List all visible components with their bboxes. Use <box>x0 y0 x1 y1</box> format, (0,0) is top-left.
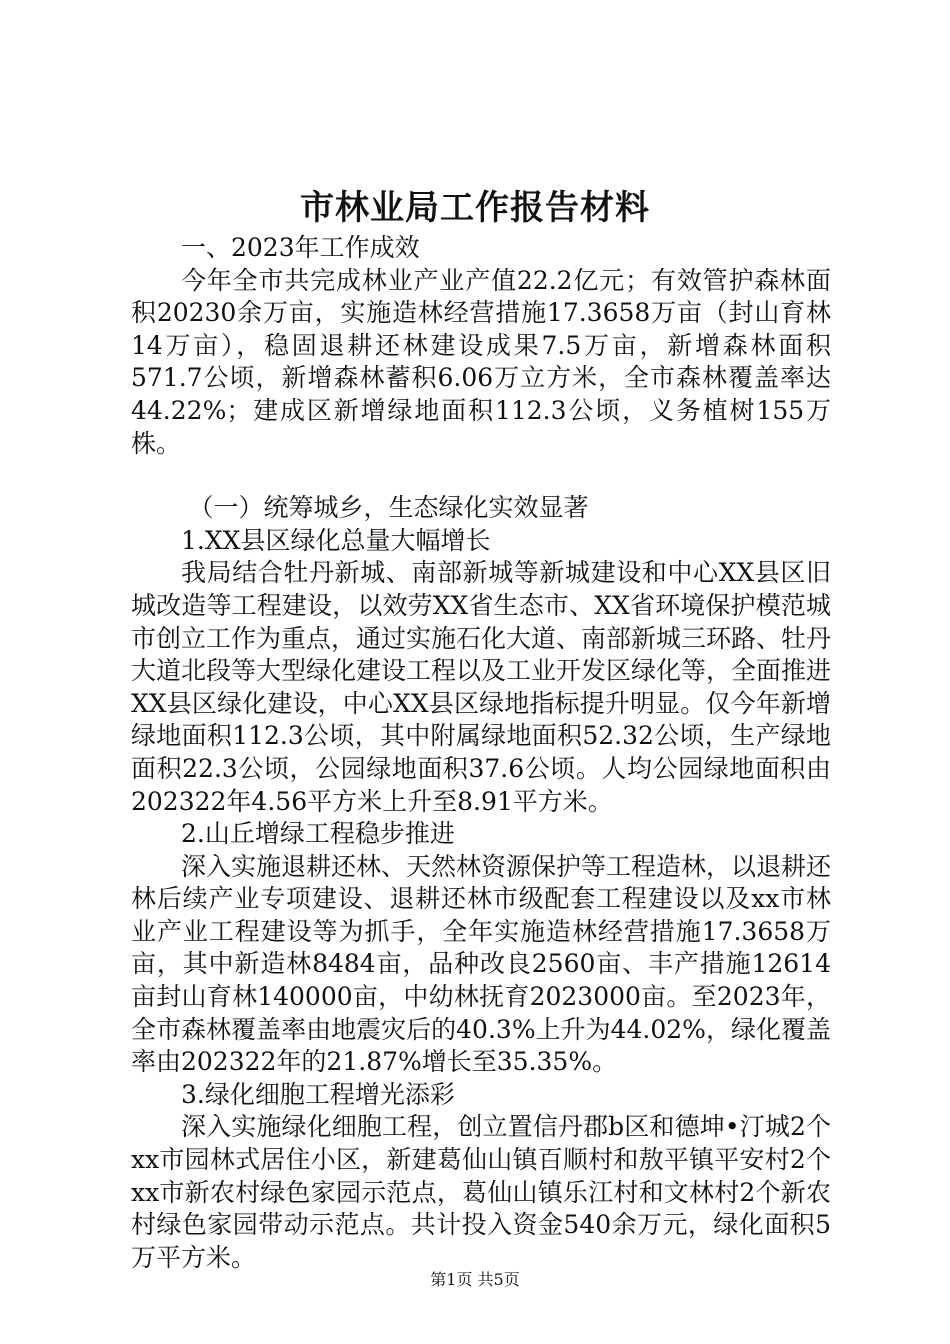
subsection-heading: （一）统筹城乡，生态绿化实效显著 <box>188 493 589 523</box>
item-heading: 2.山丘增绿工程稳步推进 <box>181 819 455 849</box>
body-paragraph: 深入实施退耕还林、天然林资源保护等工程造林，以退耕还林后续产业专项建设、退耕还林市级配套工程建设以及xx市林业产业工程建设等为抓手，全年实施造林经营措施17.3658万亩，其中新造林8484亩，品种改良2560亩、丰产措施12614亩封山育林140000亩，中幼林抚育2023000亩。至2023年，全市森林覆盖率由地震灾后的40.3%上升为44.02%，绿化覆盖率由202322年的21.87%增长至35.35%。 <box>131 851 832 1077</box>
item-heading: 3.绿化细胞工程增光添彩 <box>181 1079 455 1109</box>
body-paragraph: 我局结合牡丹新城、南部新城等新城建设和中心XX县区旧城改造等工程建设，以效劳XX省生态市、XX省环境保护模范城市创立工作为重点，通过实施石化大道、南部新城三环路、牡丹大道北段等大型绿化建设工程以及工业开发区绿化等，全面推进XX县区绿化建设，中心XX县区绿地指标提升明显。仅今年新增绿地面积112.3公顷，其中附属绿地面积52.32公顷，生产绿地面积22.3公顷，公园绿地面积37.6公顷。人均公园绿地面积由202322年4.56平方米上升至8.91平方米。 <box>131 558 832 816</box>
section-heading: 一、2023年工作成效 <box>181 233 420 262</box>
item-heading: 1.XX县区绿化总量大幅增长 <box>181 525 491 555</box>
body-paragraph: 深入实施绿化细胞工程，创立置信丹郡b区和德坤•汀城2个xx市园林式居住小区，新建葛仙山镇百顺村和敖平镇平安村2个xx市新农村绿色家园示范点，葛仙山镇乐江村和文林村2个新农村绿色家园带动示范点。共计投入资金540余万元，绿化面积5万平方米。 <box>131 1112 831 1272</box>
document-body <box>131 232 831 1274</box>
body-paragraph: 今年全市共完成林业产业产值22.2亿元；有效管护森林面积20230余万亩，实施造林经营措施17.3658万亩（封山育林14万亩），稳固退耕还林建设成果7.5万亩，新增森林面积571.7公顷，新增森林蓄积6.06万立方米，全市森林覆盖率达44.22%；建成区新增绿地面积112.3公顷，义务植树155万株。 <box>131 265 831 458</box>
document-title: 市林业局工作报告材料 <box>300 188 650 228</box>
page-number: 第1页 共5页 <box>430 1270 520 1289</box>
